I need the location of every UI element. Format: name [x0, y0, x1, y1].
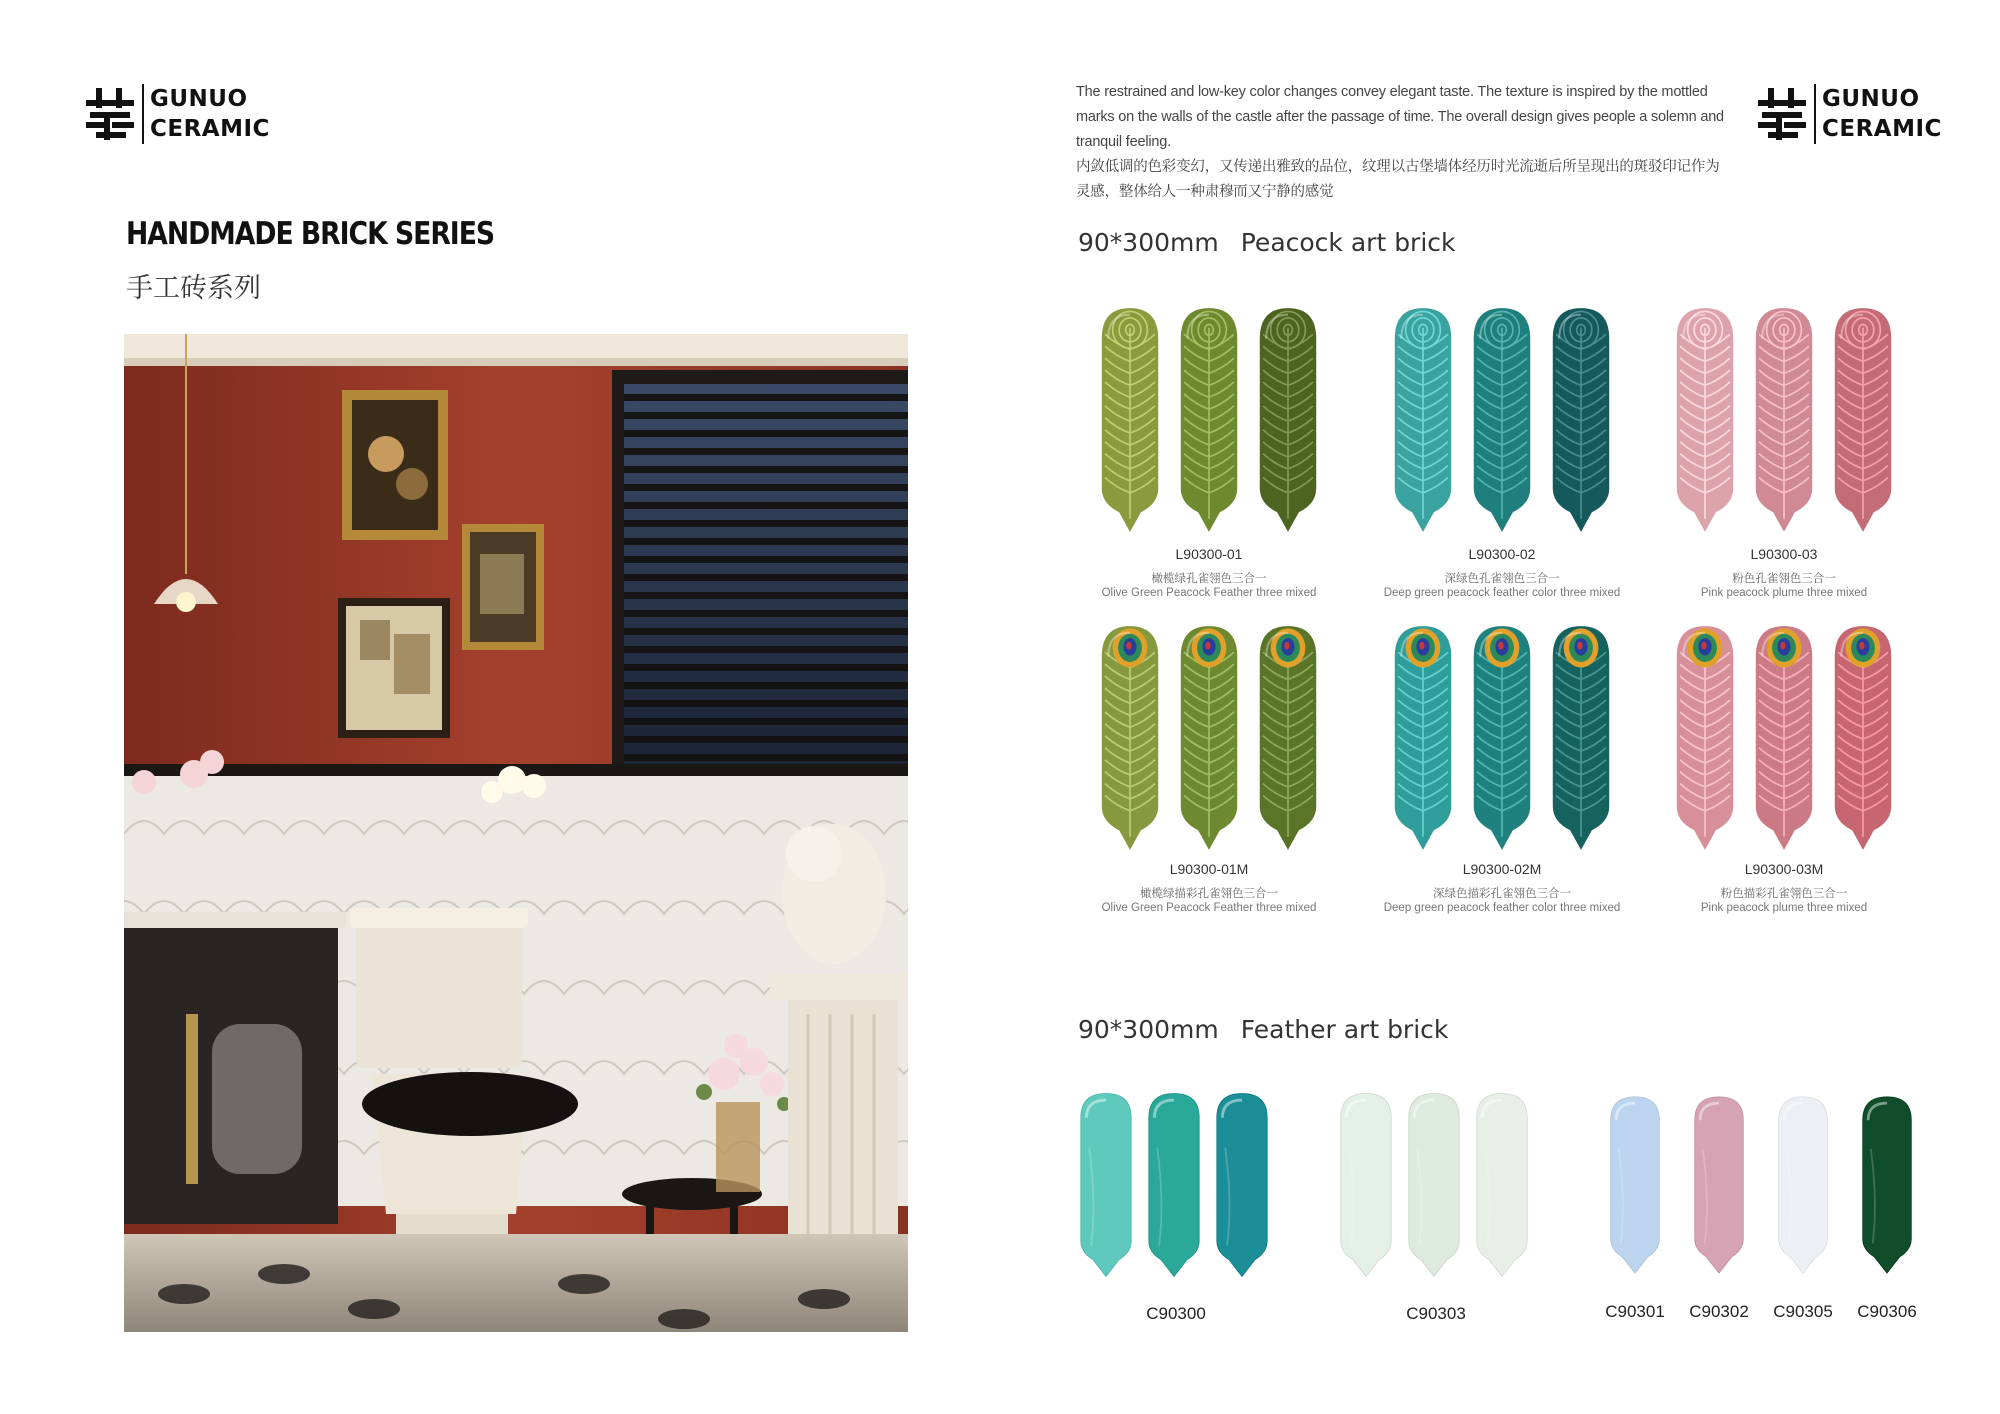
- peacock-tile-set: [1097, 624, 1321, 852]
- feather-tile: [1406, 1088, 1462, 1282]
- product-name-chinese: 橄榄绿孔雀翎色三合一: [1151, 573, 1267, 585]
- feather-tile: [1214, 1088, 1270, 1282]
- product-name-chinese: 粉色孔雀翎色三合一: [1732, 573, 1836, 585]
- product-code: L90300-03: [1750, 546, 1818, 562]
- series-subtitle: 手工砖系列: [126, 273, 261, 304]
- brand-logo-right: [1758, 84, 1942, 144]
- feather-tile-single: [1608, 1088, 1662, 1282]
- product-name-english: Pink peacock plume three mixed: [1700, 587, 1868, 599]
- peacock-size: 90*300mm: [1078, 228, 1219, 257]
- peacock-section-title: [1078, 228, 1456, 257]
- product-code: C90302: [1689, 1302, 1749, 1321]
- feather-tile-single: [1860, 1088, 1914, 1282]
- peacock-feather-tile: [1830, 624, 1896, 852]
- brand-line-1: GUNUO: [1822, 86, 1920, 112]
- peacock-feather-tile: [1390, 624, 1456, 852]
- peacock-tile-set: [1390, 306, 1614, 534]
- product-name-chinese: 橄榄绿描彩孔雀翎色三合一: [1140, 888, 1278, 900]
- peacock-feather-tile: [1672, 306, 1738, 534]
- feather-tile: [1776, 1088, 1830, 1282]
- feather-tile: [1692, 1088, 1746, 1282]
- product-name-english: Olive Green Peacock Feather three mixed: [1101, 587, 1317, 599]
- description-english: The restrained and low-key color changes convey elegant taste. The texture is inspired by the mottled marks on the walls of the castle after the passage of time. The overall design gives people a solemn and tranquil feeling.: [1076, 84, 1724, 150]
- product-name-english: Olive Green Peacock Feather three mixed: [1101, 902, 1317, 914]
- peacock-feather-tile: [1751, 306, 1817, 534]
- product-name-chinese: 深绿色孔雀翎色三合一: [1444, 573, 1560, 585]
- peacock-name: Peacock art brick: [1240, 228, 1456, 257]
- feather-name: Feather art brick: [1240, 1015, 1449, 1044]
- product-code: C90300: [1146, 1304, 1206, 1323]
- peacock-feather-tile: [1390, 306, 1456, 534]
- peacock-tile-set: [1097, 306, 1321, 534]
- description-chinese: 内敛低调的色彩变幻，又传递出雅致的品位，纹理以古堡墙体经历时光流逝后所呈现出的斑驳印记作为灵感，整体给人一种肃穆而又宁静的感觉: [1076, 159, 1720, 200]
- product-code: C90303: [1406, 1304, 1466, 1323]
- product-code: C90305: [1773, 1302, 1833, 1321]
- feather-tile: [1474, 1088, 1530, 1282]
- feather-tile: [1338, 1088, 1394, 1282]
- peacock-feather-tile: [1830, 306, 1896, 534]
- peacock-feather-tile: [1176, 624, 1242, 852]
- peacock-tile-set: [1672, 624, 1896, 852]
- feather-tile-set: [1338, 1088, 1530, 1282]
- product-name-english: Deep green peacock feather color three mixed: [1383, 587, 1621, 599]
- logo-mark-icon: [86, 88, 134, 140]
- product-code: L90300-02M: [1462, 861, 1542, 877]
- product-name-chinese: 深绿色描彩孔雀翎色三合一: [1433, 888, 1571, 900]
- logo-mark-icon: [1758, 88, 1806, 140]
- peacock-feather-tile: [1548, 306, 1614, 534]
- peacock-feather-tile: [1751, 624, 1817, 852]
- series-description: [1076, 80, 1726, 205]
- peacock-feather-tile: [1255, 624, 1321, 852]
- peacock-feather-tile: [1548, 624, 1614, 852]
- product-code: L90300-01M: [1169, 861, 1249, 877]
- brand-name: [142, 84, 270, 144]
- bathroom-photo: [124, 334, 908, 1332]
- brand-line-2: CERAMIC: [1822, 116, 1942, 142]
- peacock-feather-tile: [1672, 624, 1738, 852]
- product-code: L90300-01: [1175, 546, 1243, 562]
- product-code: L90300-03M: [1744, 861, 1824, 877]
- feather-size: 90*300mm: [1078, 1015, 1219, 1044]
- brand-logo: [86, 84, 270, 144]
- peacock-feather-tile: [1469, 306, 1535, 534]
- product-code: C90306: [1857, 1302, 1917, 1321]
- feather-tile: [1146, 1088, 1202, 1282]
- feather-tile: [1078, 1088, 1134, 1282]
- brand-line-2: CERAMIC: [150, 116, 270, 142]
- feather-tile: [1860, 1088, 1914, 1282]
- feather-tile-set: [1078, 1088, 1270, 1282]
- feather-tile-single: [1692, 1088, 1746, 1282]
- peacock-feather-tile: [1255, 306, 1321, 534]
- brand-line-1: GUNUO: [150, 86, 248, 112]
- peacock-tile-set: [1672, 306, 1896, 534]
- feather-tile: [1608, 1088, 1662, 1282]
- product-name-chinese: 粉色描彩孔雀翎色三合一: [1720, 888, 1848, 900]
- product-code: C90301: [1605, 1302, 1665, 1321]
- series-title: HANDMADE BRICK SERIES: [126, 216, 495, 252]
- brand-name-right: [1814, 84, 1942, 144]
- peacock-feather-tile: [1176, 306, 1242, 534]
- product-name-english: Deep green peacock feather color three mixed: [1383, 902, 1621, 914]
- peacock-tile-set: [1390, 624, 1614, 852]
- peacock-feather-tile: [1097, 306, 1163, 534]
- product-code: L90300-02: [1468, 546, 1536, 562]
- peacock-feather-tile: [1097, 624, 1163, 852]
- peacock-feather-tile: [1469, 624, 1535, 852]
- feather-section-title: [1078, 1015, 1448, 1044]
- product-name-english: Pink peacock plume three mixed: [1700, 902, 1868, 914]
- feather-tile-single: [1776, 1088, 1830, 1282]
